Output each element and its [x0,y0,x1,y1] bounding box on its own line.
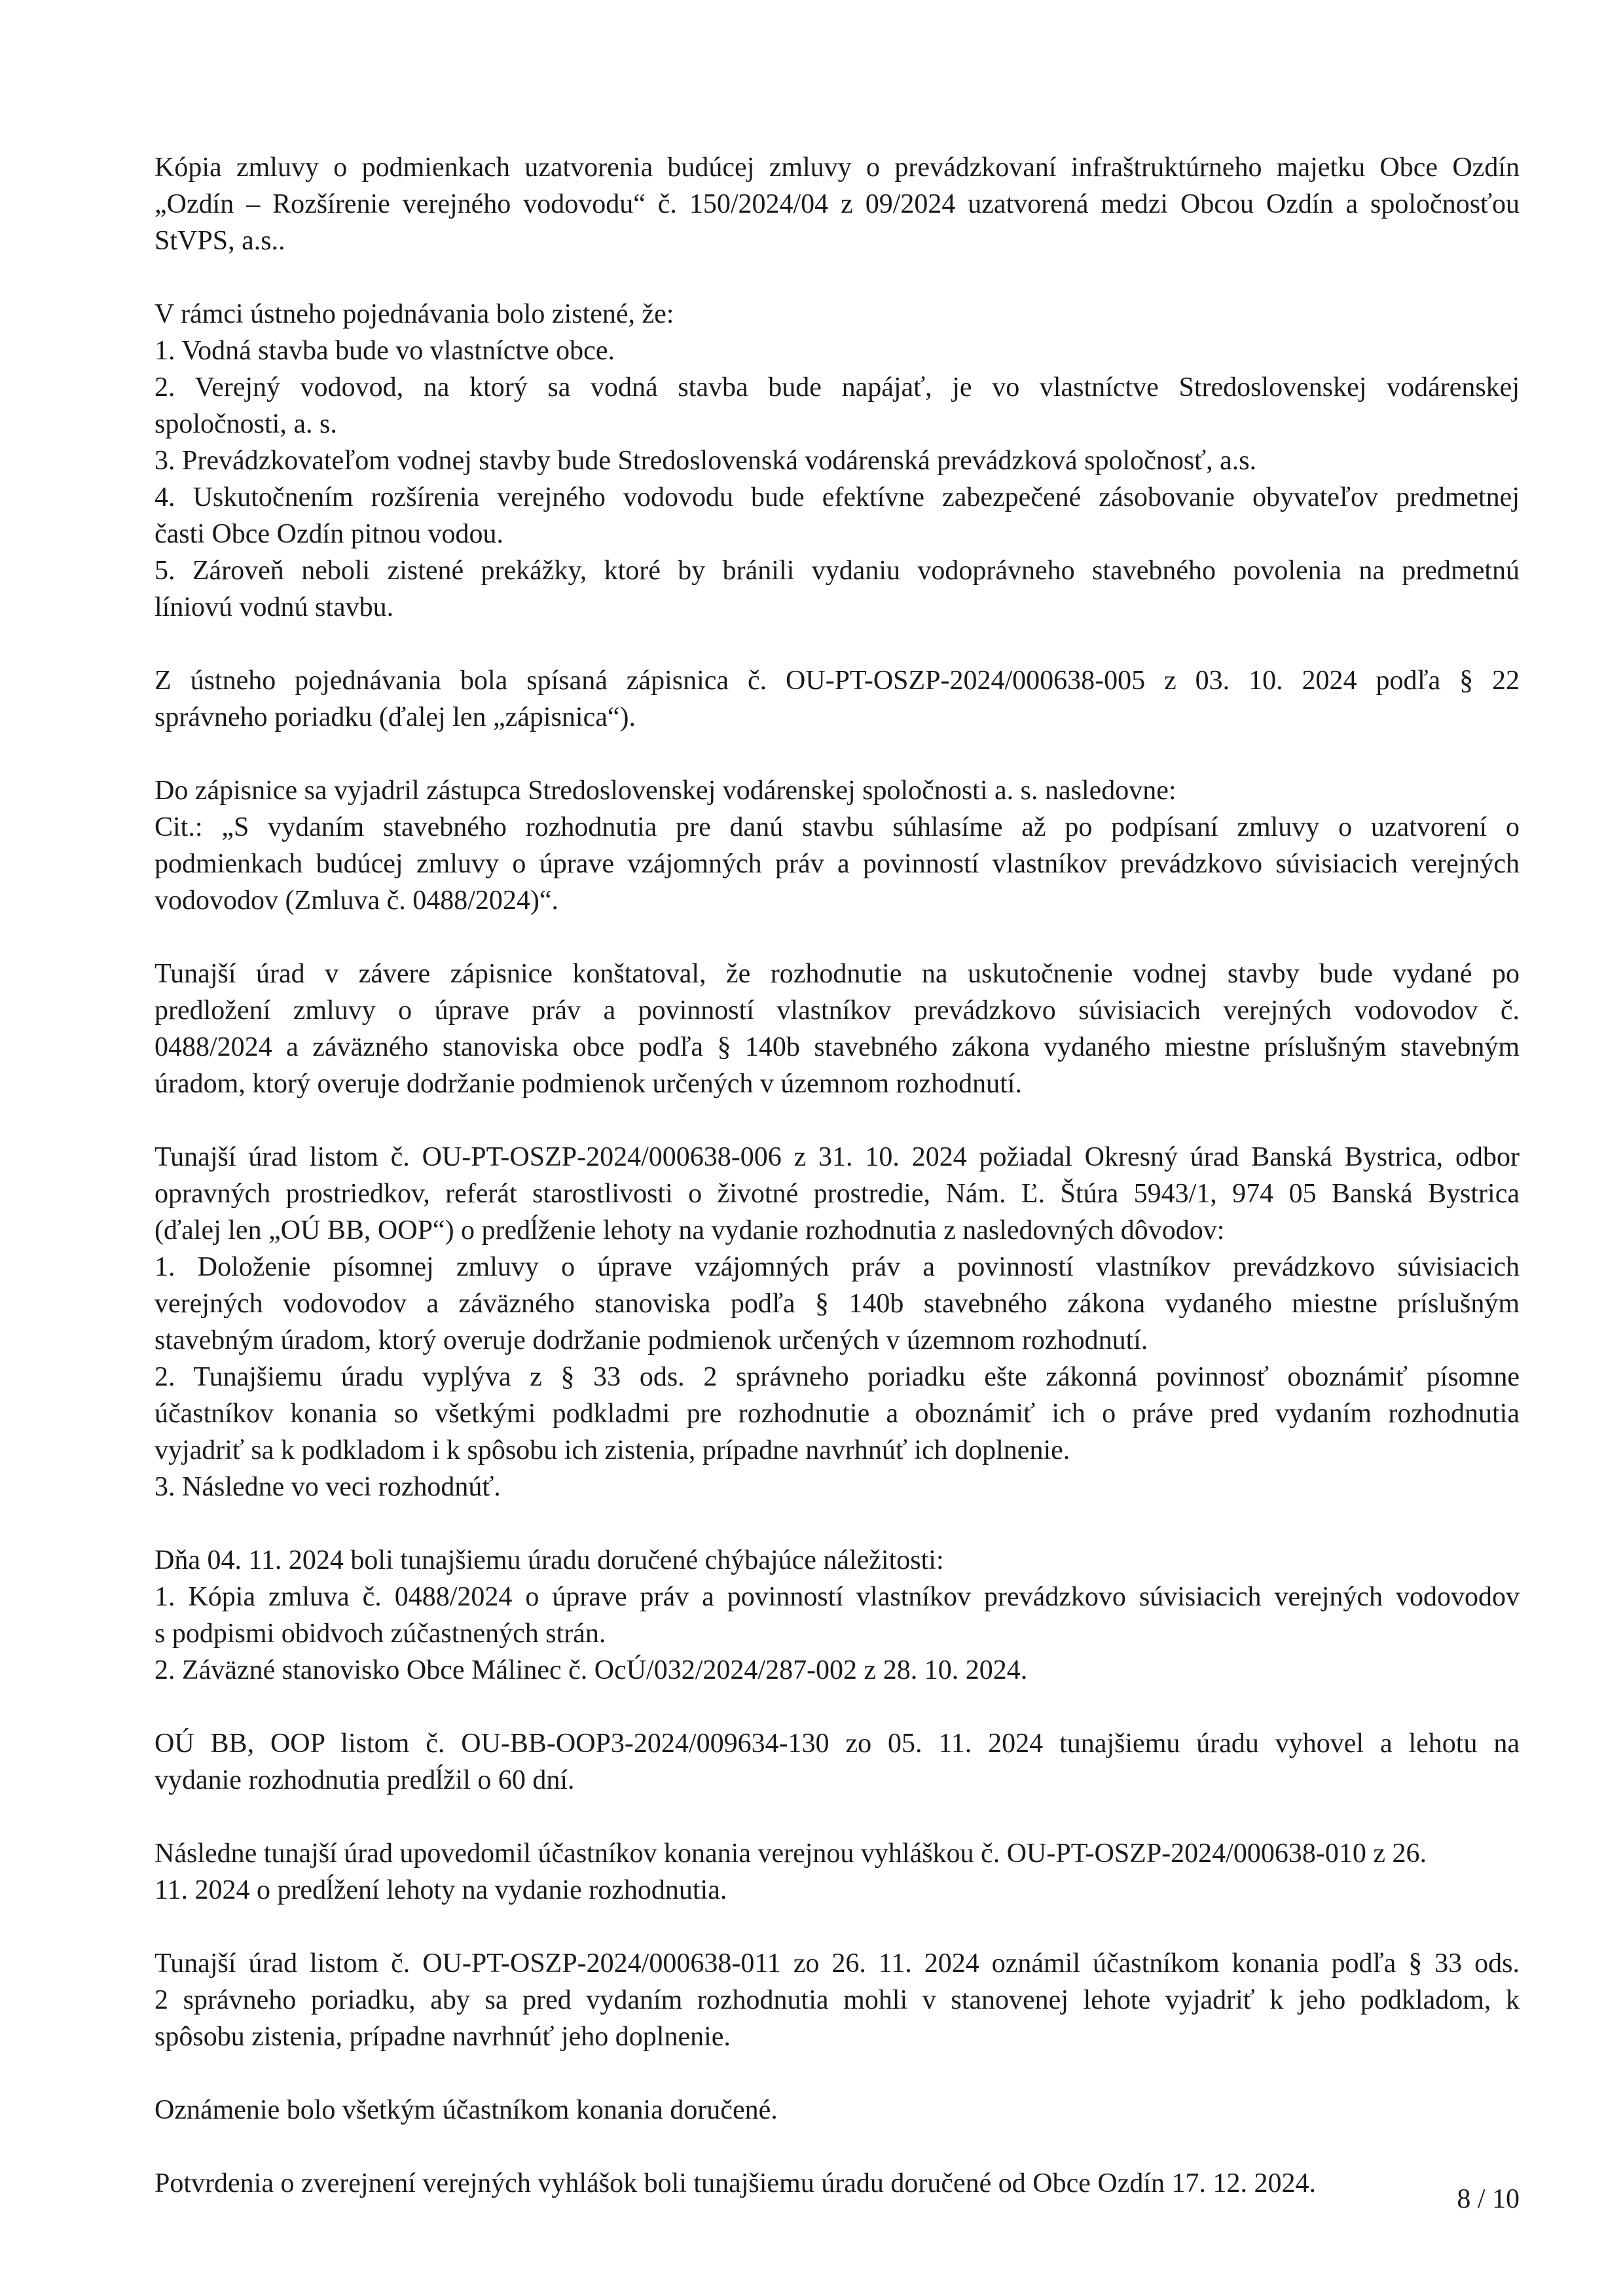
document-body [155,149,1520,2202]
text-line: podmienkach budúcej zmluvy o úprave vzájomných práv a povinností vlastníkov prevádzkovo súvisiacich verejných [155,849,1520,879]
text-line: Oznámenie bolo všetkým účastníkom konania doručené. [155,2095,778,2125]
text-line: 2. Tunajšiemu úradu vyplýva z § 33 ods. 2 správneho poriadku ešte zákonná povinnosť oboznámiť písomne [155,1362,1520,1392]
text-line: (ďalej len „OÚ BB, OOP“) o predĺženie lehoty na vydanie rozhodnutia z nasledovných dôvodov: [155,1215,1225,1246]
text-line: 5. Zároveň neboli zistené prekážky, ktoré by bránili vydaniu vodoprávneho stavebného povolenia na predmetnú [155,556,1520,586]
paragraph [155,1542,1520,1689]
text-line: spôsobu zistenia, prípadne navrhnúť jeho doplnenie. [155,2022,731,2052]
paragraph [155,1945,1520,2055]
paragraph [155,149,1520,259]
text-line: spoločnosti, a. s. [155,409,337,439]
text-line: predložení zmluvy o úprave práv a povinností vlastníkov prevádzkovo súvisiacich verejných vodovodov č. [155,996,1520,1026]
text-line: 1. Doloženie písomnej zmluvy o úprave vzájomných práv a povinností vlastníkov prevádzkovo súvisiacich [155,1252,1520,1282]
text-line: V rámci ústneho pojednávania bolo zistené, že: [155,299,674,329]
text-line: vydanie rozhodnutia predĺžil o 60 dní. [155,1765,575,1795]
text-line: vodovodov (Zmluva č. 0488/2024)“. [155,886,559,916]
text-line: 2. Verejný vodovod, na ktorý sa vodná stavba bude napájať, je vo vlastníctve Stredoslovenskej vodárenskej [155,372,1520,403]
paragraph [155,1725,1520,1799]
text-line: Dňa 04. 11. 2024 boli tunajšiemu úradu doručené chýbajúce náležitosti: [155,1545,944,1575]
text-line: 2 správneho poriadku, aby sa pred vydaním rozhodnutia mohli v stanovenej lehote vyjadriť k jeho podkladom, k [155,1985,1520,2015]
text-line: 11. 2024 o predĺžení lehoty na vydanie rozhodnutia. [155,1875,727,1905]
text-line: správneho poriadku (ďalej len „zápisnica“). [155,702,636,732]
paragraph [155,2165,1520,2202]
text-line: Tunajší úrad listom č. OU-PT-OSZP-2024/000638-006 z 31. 10. 2024 požiadal Okresný úrad Banská Bystrica, odbor [155,1142,1520,1172]
text-line: Tunajší úrad listom č. OU-PT-OSZP-2024/000638-011 zo 26. 11. 2024 oznámil účastníkom konania podľa § 33 ods. [155,1948,1520,1979]
text-line: Potvrdenia o zverejnení verejných vyhlášok boli tunajšiemu úradu doručené od Obce Ozdín 17. 12. 2024. [155,2168,1317,2198]
text-line: opravných prostriedkov, referát starostlivosti o životné prostredie, Nám. Ľ. Štúra 5943/1, 974 05 Banská Bystrica [155,1179,1520,1209]
text-line: Tunajší úrad v závere zápisnice konštatoval, že rozhodnutie na uskutočnenie vodnej stavby bude vydané po [155,959,1520,989]
paragraph [155,1835,1520,1909]
text-line: časti Obce Ozdín pitnou vodou. [155,519,504,549]
paragraph [155,2092,1520,2128]
text-line: stavebným úradom, ktorý overuje dodržanie podmienok určených v územnom rozhodnutí. [155,1325,1148,1355]
paragraph [155,1139,1520,1505]
text-line: 2. Záväzné stanovisko Obce Málinec č. OcÚ/032/2024/287-002 z 28. 10. 2024. [155,1655,1028,1685]
paragraph [155,296,1520,626]
paragraph [155,772,1520,919]
text-line: Do zápisnice sa vyjadril zástupca Stredoslovenskej vodárenskej spoločnosti a. s. nasledovne: [155,776,1176,806]
text-line: 1. Vodná stavba bude vo vlastníctve obce. [155,336,615,366]
text-line: StVPS, a.s.. [155,226,285,256]
text-line: 0488/2024 a záväzného stanoviska obce podľa § 140b stavebného zákona vydaného miestne príslušným stavebným [155,1032,1520,1062]
text-line: Následne tunajší úrad upovedomil účastníkov konania verejnou vyhláškou č. OU-PT-OSZP-2024/000638-010 z 26. [155,1839,1427,1869]
text-line: 3. Následne vo veci rozhodnúť. [155,1472,501,1502]
paragraph [155,956,1520,1102]
text-line: „Ozdín – Rozšírenie verejného vodovodu“ č. 150/2024/04 z 09/2024 uzatvorená medzi Obcou Ozdín a spoločnosťou [155,189,1520,219]
text-line: 1. Kópia zmluva č. 0488/2024 o úprave práv a povinností vlastníkov prevádzkovo súvisiacich verejných vodovodov [155,1582,1520,1612]
text-line: OÚ BB, OOP listom č. OU-BB-OOP3-2024/009634-130 zo 05. 11. 2024 tunajšiemu úradu vyhovel a lehotu na [155,1729,1520,1759]
text-line: 4. Uskutočnením rozšírenia verejného vodovodu bude efektívne zabezpečené zásobovanie obyvateľov predmetnej [155,482,1520,512]
page-number: 8 / 10 [1457,2184,1520,2214]
text-line: s podpismi obidvoch zúčastnených strán. [155,1619,606,1649]
text-line: Cit.: „S vydaním stavebného rozhodnutia pre danú stavbu súhlasíme až po podpísaní zmluvy o uzatvorení o [155,812,1520,842]
text-line: 3. Prevádzkovateľom vodnej stavby bude Stredoslovenská vodárenská prevádzková spoločnosť, a.s. [155,446,1257,476]
text-line: vyjadriť sa k podkladom i k spôsobu ich zistenia, prípadne navrhnúť ich doplnenie. [155,1435,1070,1465]
text-line: Z ústneho pojednávania bola spísaná zápisnica č. OU-PT-OSZP-2024/000638-005 z 03. 10. 2024 podľa § 22 [155,666,1520,696]
text-line: úradom, ktorý overuje dodržanie podmienok určených v územnom rozhodnutí. [155,1069,1022,1099]
text-line: účastníkov konania so všetkými podkladmi pre rozhodnutie a oboznámiť ich o práve pred vydaním rozhodnutia [155,1399,1520,1429]
text-line: líniovú vodnú stavbu. [155,592,394,622]
text-line: verejných vodovodov a záväzného stanoviska podľa § 140b stavebného zákona vydaného miestne príslušným [155,1289,1520,1319]
paragraph [155,662,1520,736]
text-line: Kópia zmluvy o podmienkach uzatvorenia budúcej zmluvy o prevádzkovaní infraštruktúrneho majetku Obce Ozdín [155,152,1520,183]
